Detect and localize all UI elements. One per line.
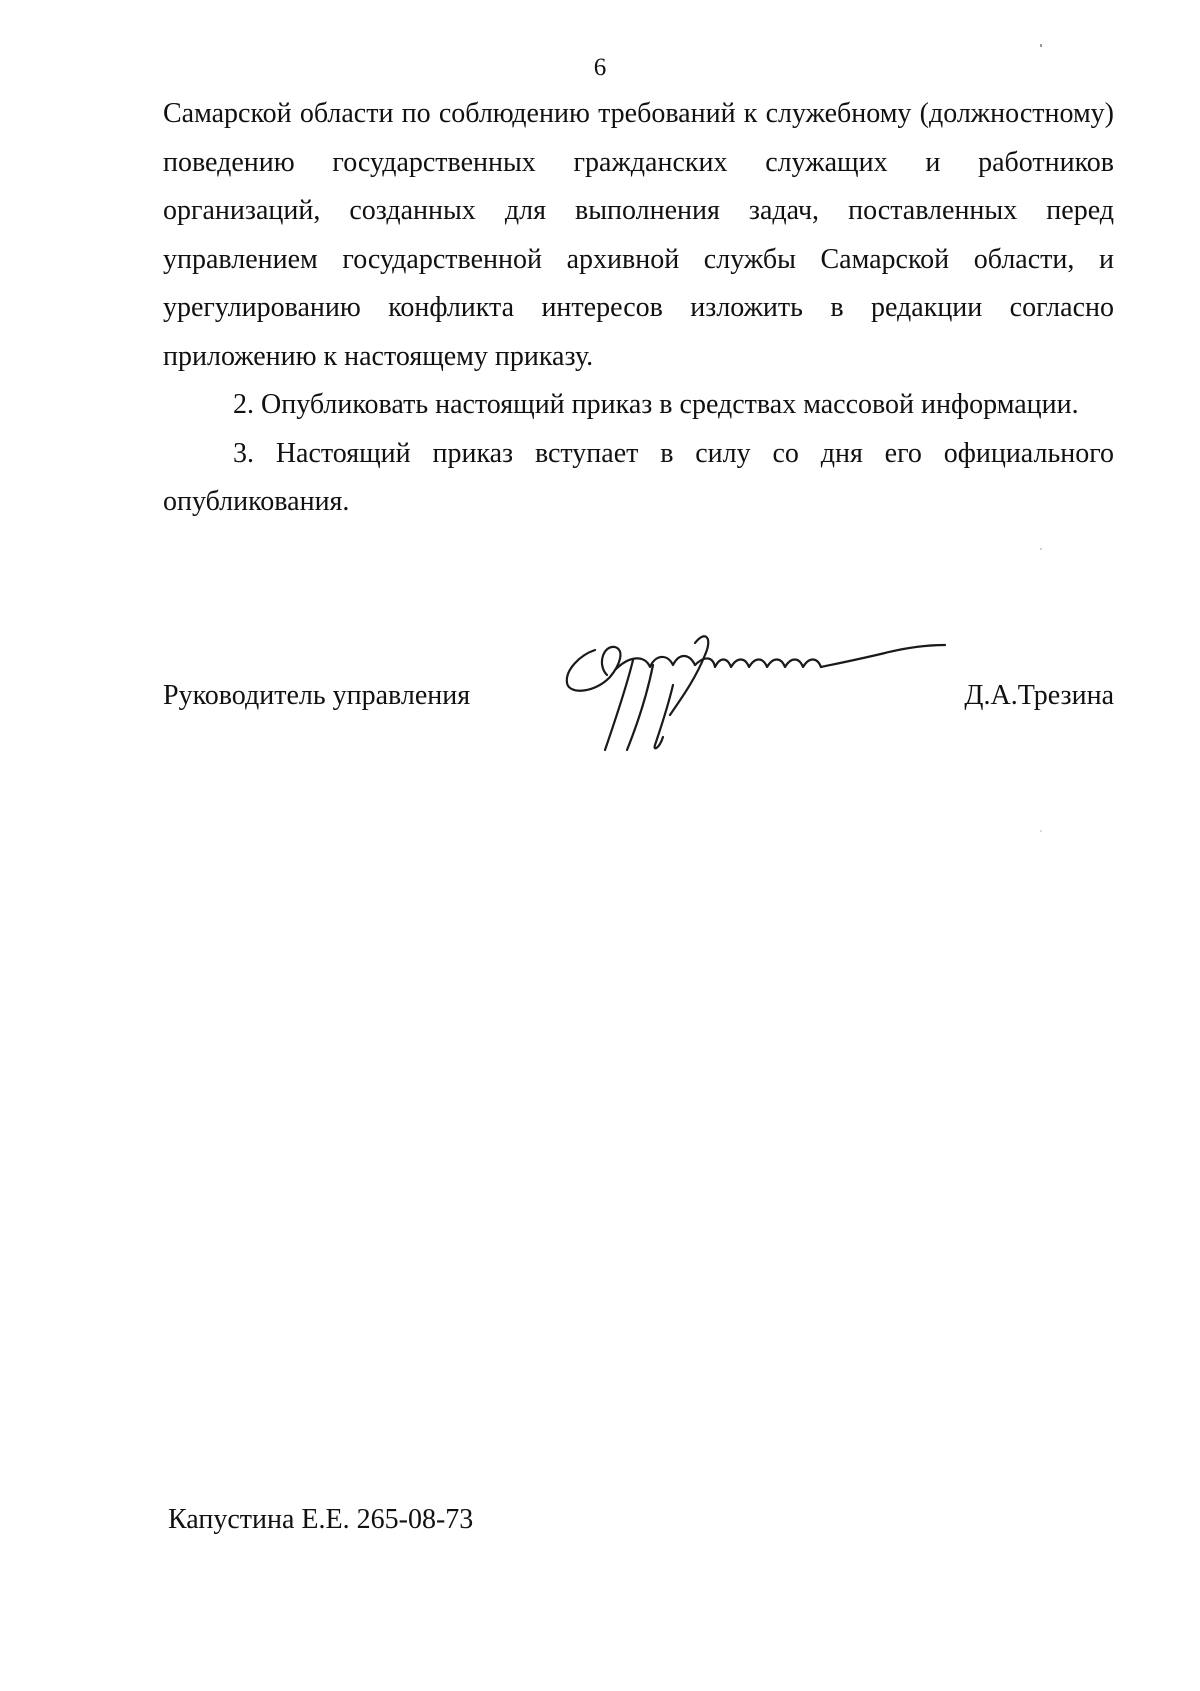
page-number: 6 bbox=[593, 54, 607, 81]
paragraph-item-2: 2. Опубликовать настоящий приказ в средствах массовой информации. bbox=[233, 389, 1079, 420]
scan-speck bbox=[1040, 44, 1042, 47]
document-body bbox=[163, 90, 1114, 527]
scan-speck bbox=[1040, 830, 1042, 832]
scan-speck bbox=[1040, 548, 1042, 550]
paragraph-item-3: 3. Настоящий приказ вступает в силу со дня его официального опубликования. bbox=[163, 437, 1114, 517]
paragraph-continuation: Самарской области по соблюдению требований к служебному (должностному) поведению государственных гражданских служащих и работников организаций, созданных для выполнения задач, поставленных перед управлением государственной архивной службы Самарской области, и урегулированию конфликта интересов изложить в редакции согласно приложению к настоящему приказу. bbox=[163, 98, 1114, 372]
signer-name: Д.А.Трезина bbox=[964, 680, 1114, 711]
executor-contact: Капустина Е.Е. 265-08-73 bbox=[168, 1504, 474, 1535]
signer-title: Руководитель управления bbox=[163, 680, 471, 711]
signature-row bbox=[163, 676, 1114, 736]
